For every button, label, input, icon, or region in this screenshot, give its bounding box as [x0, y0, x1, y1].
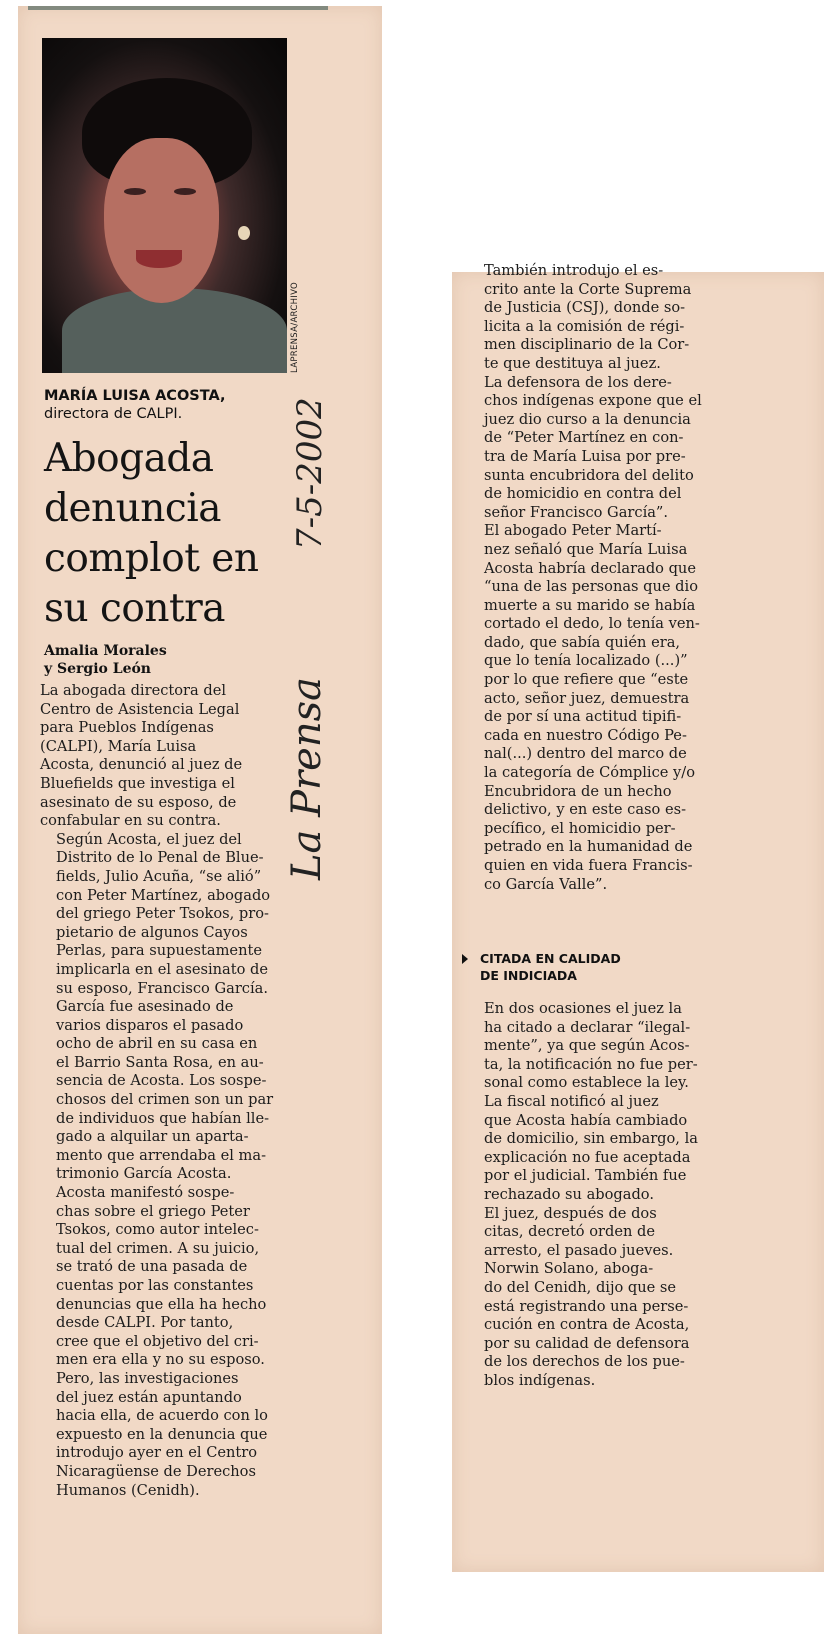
- text-line: por el judicial. También fue: [484, 1167, 687, 1185]
- text-line: del juez están apuntando: [56, 1388, 242, 1406]
- paragraph: [468, 1000, 714, 1093]
- text-line: El juez, después de dos: [484, 1204, 657, 1222]
- text-line: denuncias que ella ha hecho: [56, 1295, 267, 1313]
- text-line: por lo que refiere que “este: [484, 671, 689, 689]
- text-line: chosos del crimen son un par: [56, 1091, 274, 1109]
- text-line: cada en nuestro Código Pe-: [484, 726, 687, 744]
- bullet-icon: [462, 954, 468, 964]
- text-line: Distrito de lo Penal de Blue-: [56, 849, 264, 867]
- text-line: do del Cenidh, dijo que se: [484, 1278, 677, 1296]
- text-line: señor Francisco García”.: [484, 503, 669, 521]
- text-line: rechazado su abogado.: [484, 1185, 654, 1203]
- text-line: con Peter Martínez, abogado: [56, 886, 271, 904]
- caption-role: directora de CALPI.: [44, 406, 183, 422]
- text-line: cución en contra de Acosta,: [484, 1316, 690, 1334]
- text-line: cortado el dedo, lo tenía ven-: [484, 615, 700, 633]
- text-line: está registrando una perse-: [484, 1297, 689, 1315]
- text-line: ta, la notificación no fue per-: [484, 1055, 698, 1073]
- text-line: gado a alquilar un aparta-: [56, 1128, 249, 1146]
- text-line: fields, Julio Acuña, “se alió”: [56, 867, 262, 885]
- paragraph: [468, 1093, 714, 1205]
- subheading: [468, 950, 708, 984]
- text-line: La abogada directora del: [40, 682, 226, 699]
- headline-line: complot en: [44, 536, 259, 581]
- text-line: acto, señor juez, demuestra: [484, 689, 690, 707]
- text-line: Según Acosta, el juez del: [56, 830, 242, 848]
- byline-line: y Sergio León: [44, 661, 151, 677]
- text-line: pecífico, el homicidio per-: [484, 819, 676, 837]
- article-column-right-lower: [468, 1000, 714, 1390]
- photo-eye-right: [174, 188, 196, 195]
- text-line: En dos ocasiones el juez la: [484, 1000, 682, 1017]
- photo-mouth: [136, 250, 182, 268]
- text-line: sunta encubridora del delito: [484, 466, 694, 484]
- text-line: muerte a su marido se había: [484, 596, 696, 614]
- byline-line: Amalia Morales: [44, 643, 167, 659]
- text-line: licita a la comisión de régi-: [484, 317, 685, 335]
- text-line: confabular en su contra.: [40, 812, 221, 830]
- text-line: de por sí una actitud tipifi-: [484, 708, 682, 726]
- text-line: sencia de Acosta. Los sospe-: [56, 1072, 267, 1090]
- handwritten-newspaper-name: La Prensa: [284, 677, 330, 880]
- text-line: “una de las personas que dio: [484, 578, 698, 596]
- handwritten-date: 7-5-2002: [290, 397, 330, 550]
- text-line: blos indígenas.: [484, 1371, 596, 1389]
- headline-line: Abogada: [44, 436, 214, 481]
- text-line: El abogado Peter Martí-: [484, 522, 662, 540]
- paragraph: [40, 998, 308, 1184]
- text-line: delictivo, y en este caso es-: [484, 801, 686, 819]
- headline-line: su contra: [44, 586, 226, 631]
- text-line: de Justicia (CSJ), donde so-: [484, 299, 686, 317]
- text-line: Perlas, para supuestamente: [56, 942, 262, 960]
- text-line: varios disparos el pasado: [56, 1016, 244, 1034]
- text-line: cuentas por las constantes: [56, 1277, 254, 1294]
- text-line: chos indígenas expone que el: [484, 392, 702, 410]
- paragraph: [468, 1260, 714, 1390]
- text-line: citas, decretó orden de: [484, 1223, 655, 1241]
- paragraph: [40, 1184, 308, 1370]
- text-line: para Pueblos Indígenas: [40, 719, 214, 737]
- text-line: pietario de algunos Cayos: [56, 923, 248, 941]
- text-line: explicación no fue aceptada: [484, 1148, 691, 1166]
- text-line: Humanos (Cenidh).: [56, 1481, 200, 1499]
- text-line: Acosta manifestó sospe-: [56, 1184, 235, 1202]
- text-line: mente”, ya que según Acos-: [484, 1037, 690, 1055]
- paragraph: [468, 1205, 714, 1261]
- paragraph: [40, 831, 308, 998]
- text-line: men era ella y no su esposo.: [56, 1351, 265, 1369]
- paragraph: [468, 522, 714, 894]
- text-line: sonal como establece la ley.: [484, 1074, 689, 1092]
- text-line: Norwin Solano, aboga-: [484, 1260, 654, 1278]
- text-line: tual del crimen. A su juicio,: [56, 1239, 260, 1257]
- text-line: Tsokos, como autor intelec-: [56, 1221, 259, 1239]
- text-line: co García Valle”.: [484, 875, 608, 893]
- text-line: hacia ella, de acuerdo con lo: [56, 1407, 268, 1425]
- text-line: expuesto en la denuncia que: [56, 1425, 268, 1443]
- subheading-line: DE INDICIADA: [480, 968, 577, 983]
- article-column-right: [468, 262, 714, 894]
- text-line: Acosta, denunció al juez de: [40, 756, 243, 774]
- text-line: (CALPI), María Luisa: [40, 737, 197, 755]
- text-line: nez señaló que María Luisa: [484, 540, 688, 558]
- text-line: de “Peter Martínez en con-: [484, 429, 684, 447]
- photo-face: [104, 138, 219, 303]
- text-line: chas sobre el griego Peter: [56, 1202, 250, 1220]
- text-line: crito ante la Corte Suprema: [484, 280, 692, 298]
- text-line: Bluefields que investiga el: [40, 774, 235, 792]
- subheading-line: CITADA EN CALIDAD: [480, 951, 621, 966]
- text-line: asesinato de su esposo, de: [40, 793, 237, 811]
- text-line: implicarla en el asesinato de: [56, 960, 269, 978]
- text-line: quien en vida fuera Francis-: [484, 857, 693, 874]
- text-line: que lo tenía localizado (...)”: [484, 652, 688, 670]
- text-line: Nicaragüense de Derechos: [56, 1462, 256, 1480]
- paragraph: [468, 374, 714, 523]
- text-line: que Acosta había cambiado: [484, 1111, 688, 1129]
- text-line: men disciplinario de la Cor-: [484, 336, 690, 354]
- text-line: la categoría de Cómplice y/o: [484, 764, 695, 782]
- text-line: ocho de abril en su casa en: [56, 1035, 258, 1053]
- photo-earring: [238, 226, 250, 240]
- photo-eye-left: [124, 188, 146, 195]
- text-line: por su calidad de defensora: [484, 1334, 690, 1352]
- text-line: Acosta habría declarado que: [484, 559, 696, 577]
- text-line: trimonio García Acosta.: [56, 1165, 232, 1183]
- text-line: de individuos que habían lle-: [56, 1109, 270, 1127]
- paragraph: [40, 1370, 308, 1500]
- text-line: desde CALPI. Por tanto,: [56, 1314, 234, 1332]
- text-line: el Barrio Santa Rosa, en au-: [56, 1053, 264, 1071]
- text-line: ha citado a declarar “ilegal-: [484, 1018, 691, 1036]
- text-line: arresto, el pasado jueves.: [484, 1241, 674, 1259]
- headline: [44, 434, 314, 634]
- text-line: de los derechos de los pue-: [484, 1353, 685, 1371]
- text-line: dado, que sabía quién era,: [484, 633, 681, 651]
- portrait-photo: [42, 38, 287, 373]
- text-line: Pero, las investigaciones: [56, 1369, 239, 1387]
- headline-line: denuncia: [44, 486, 221, 531]
- text-line: de homicidio en contra del: [484, 485, 682, 503]
- text-line: mento que arrendaba el ma-: [56, 1146, 267, 1164]
- caption-name: MARÍA LUISA ACOSTA,: [44, 388, 226, 404]
- text-line: su esposo, Francisco García.: [56, 979, 268, 997]
- text-line: García fue asesinado de: [56, 998, 234, 1016]
- text-line: Encubridora de un hecho: [484, 782, 672, 800]
- text-line: tra de María Luisa por pre-: [484, 447, 686, 465]
- text-line: También introdujo el es-: [484, 262, 664, 279]
- text-line: te que destituya al juez.: [484, 354, 661, 372]
- text-line: de domicilio, sin embargo, la: [484, 1130, 698, 1148]
- paragraph: [40, 682, 308, 831]
- text-line: La defensora de los dere-: [484, 373, 672, 391]
- article-column-left: [40, 682, 308, 1500]
- text-line: se trató de una pasada de: [56, 1258, 248, 1276]
- text-line: del griego Peter Tsokos, pro-: [56, 905, 269, 923]
- paragraph: [468, 262, 714, 374]
- text-line: Centro de Asistencia Legal: [40, 700, 240, 718]
- text-line: La fiscal notificó al juez: [484, 1092, 659, 1110]
- text-line: juez dio curso a la denuncia: [484, 410, 691, 428]
- text-line: cree que el objetivo del cri-: [56, 1332, 259, 1350]
- photo-credit: LAPRENSA/ARCHIVO: [290, 281, 300, 373]
- text-line: petrado en la humanidad de: [484, 838, 693, 856]
- text-line: nal(...) dentro del marco de: [484, 745, 687, 763]
- byline: [44, 642, 167, 678]
- text-line: introdujo ayer en el Centro: [56, 1444, 258, 1462]
